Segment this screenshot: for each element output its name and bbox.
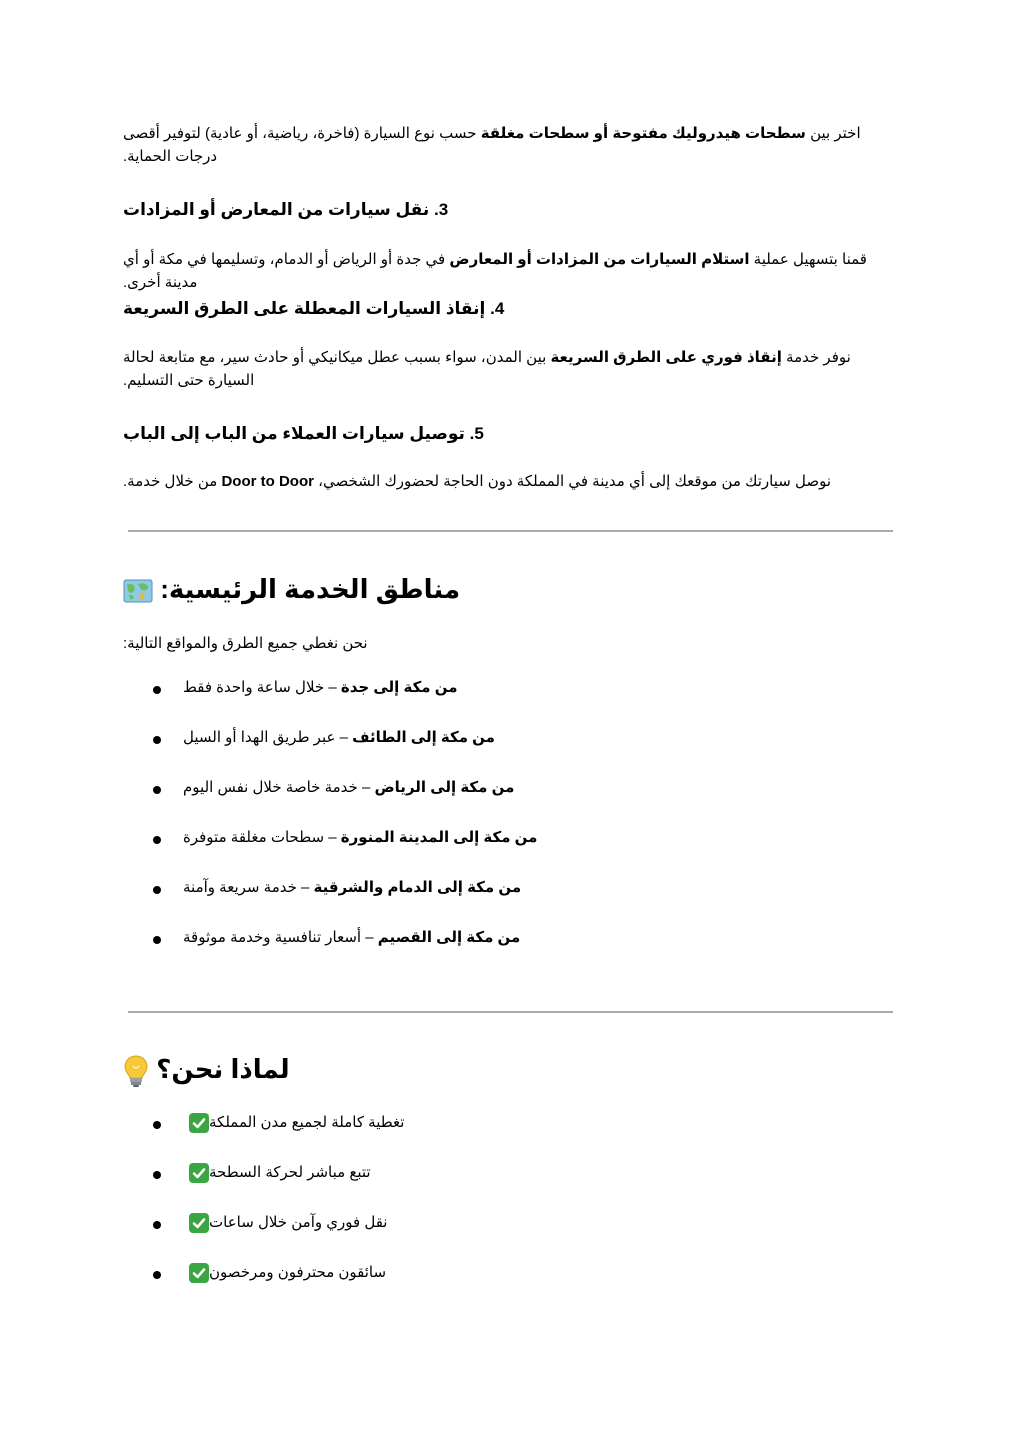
list-bullet (153, 936, 161, 944)
intro-text-bold: سطحات هيدروليك مفتوحة أو سطحات مغلقة (480, 125, 806, 142)
area-list-item (183, 928, 783, 948)
area-description: – خدمة خاصة خلال نفس اليوم (183, 779, 375, 796)
area-list-item (183, 878, 783, 898)
section-5-text-start: نوصل سيارتك من موقعك إلى أي مدينة في المملكة دون الحاجة لحضورك الشخصي، (313, 473, 832, 490)
check-mark-icon (189, 1213, 209, 1233)
area-description: – خدمة سريعة وآمنة (183, 879, 314, 896)
area-route: من مكة إلى المدينة المنورة (340, 829, 538, 846)
section-4-paragraph (123, 346, 893, 392)
areas-intro: نحن نغطي جميع الطرق والمواقع التالية: (123, 635, 368, 652)
area-description: – خلال ساعة واحدة فقط (183, 679, 341, 696)
list-bullet (153, 736, 161, 744)
list-bullet (153, 1221, 161, 1229)
why-list-item (183, 1113, 783, 1133)
area-description: – أسعار تنافسية وخدمة موثوقة (183, 929, 378, 946)
area-list-item (183, 778, 783, 798)
section-5-text-end: من خلال خدمة. (123, 473, 222, 490)
why-item-text: تغطية كاملة لجميع مدن المملكة (209, 1114, 405, 1131)
why-heading-text: لماذا نحن؟ (156, 1054, 290, 1084)
why-list-item (183, 1263, 783, 1283)
list-bullet (153, 836, 161, 844)
area-list-item (183, 728, 783, 748)
list-bullet (153, 1121, 161, 1129)
list-bullet (153, 886, 161, 894)
why-list-item (183, 1213, 783, 1233)
why-list-item (183, 1163, 783, 1183)
section-divider (128, 1011, 893, 1013)
why-item-text: تتبع مباشر لحركة السطحة (209, 1164, 371, 1181)
intro-text-start: اختر بين (805, 125, 861, 142)
area-route: من مكة إلى القصيم (377, 929, 521, 946)
area-route: من مكة إلى جدة (340, 679, 458, 696)
why-item-text: نقل فوري وآمن خلال ساعات (209, 1214, 388, 1231)
section-divider (128, 530, 893, 532)
check-mark-icon (189, 1163, 209, 1183)
area-route: من مكة إلى الدمام والشرقية (313, 879, 522, 896)
area-route: من مكة إلى الطائف (352, 729, 495, 746)
areas-heading-text: مناطق الخدمة الرئيسية: (160, 574, 461, 604)
list-bullet (153, 1271, 161, 1279)
intro-text-end: حسب نوع السيارة (فاخرة، رياضية، أو عادية) لتوفير أقصى درجات الحماية. (123, 125, 481, 165)
areas-heading (123, 572, 893, 606)
section-3-text-end: في جدة أو الرياض أو الدمام، وتسليمها في مكة أو أي مدينة أخرى. (123, 251, 450, 291)
section-5-paragraph (123, 470, 893, 493)
section-3-text-start: قمنا بتسهيل عملية (749, 251, 867, 268)
area-list-item (183, 678, 783, 698)
section-4-text-start: نوفر خدمة (781, 349, 851, 366)
intro-paragraph (123, 122, 893, 168)
why-heading (123, 1052, 893, 1088)
why-item-text: سائقون محترفون ومرخصون (209, 1264, 387, 1281)
section-3-paragraph (123, 248, 893, 294)
check-mark-icon (189, 1113, 209, 1133)
section-5-text-bold: Door to Door (221, 473, 314, 490)
check-mark-icon (189, 1263, 209, 1283)
world-map-icon (123, 578, 153, 604)
area-description: – سطحات مغلقة متوفرة (183, 829, 341, 846)
list-bullet (153, 786, 161, 794)
section-4-heading: 4. إنقاذ السيارات المعطلة على الطرق السريعة (123, 299, 505, 318)
section-3-text-bold: استلام السيارات من المزادات أو المعارض (449, 251, 750, 268)
area-list-item (183, 828, 783, 848)
section-5-heading: 5. توصيل سيارات العملاء من الباب إلى الباب (123, 424, 484, 443)
area-description: – عبر طريق الهدا أو السيل (183, 729, 353, 746)
light-bulb-icon (123, 1054, 149, 1088)
section-3-heading: 3. نقل سيارات من المعارض أو المزادات (123, 200, 449, 219)
section-4-text-bold: إنقاذ فوري على الطرق السريعة (550, 349, 782, 366)
list-bullet (153, 1171, 161, 1179)
list-bullet (153, 686, 161, 694)
section-4-text-end: بين المدن، سواء بسبب عطل ميكانيكي أو حادث سير، مع متابعة لحالة السيارة حتى التسليم. (123, 349, 551, 389)
area-route: من مكة إلى الرياض (374, 779, 515, 796)
